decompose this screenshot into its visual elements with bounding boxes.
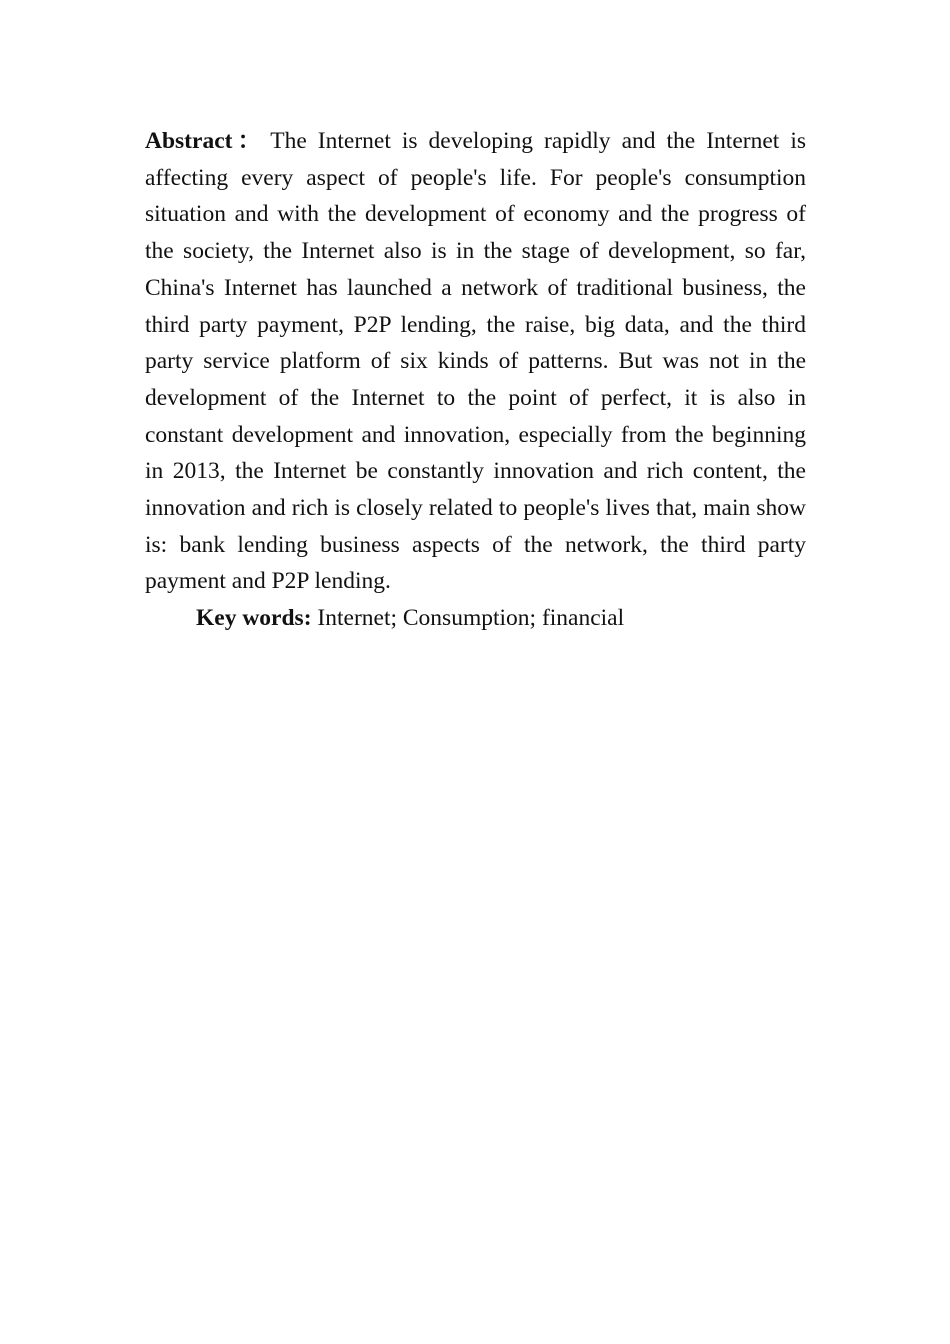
keywords-text: Internet; Consumption; financial: [317, 605, 625, 632]
abstract-label: Abstract: [145, 128, 233, 154]
keywords-label: Key words:: [196, 605, 312, 632]
abstract-paragraph: [145, 123, 806, 600]
keywords-paragraph: [145, 600, 806, 637]
abstract-colon: ：: [232, 128, 267, 154]
abstract-text: The Internet is developing rapidly and the Internet is affecting every aspect of people's life. For people's consumption situation and with the development of economy and the progress of the society, the Internet also is in the stage of development, so far, China's Internet has launched a network of traditional business, the third party payment, P2P lending, the raise, big data, and the third party service platform of six kinds of patterns. But was not in the development of the Internet to the point of perfect, it is also in constant development and innovation, especially from the beginning in 2013, the Internet be constantly innovation and rich content, the innovation and rich is closely related to people's lives that, main show is: bank lending business aspects of the network, the third party payment and P2P lending.: [145, 128, 806, 595]
abstract-section: [145, 123, 806, 637]
